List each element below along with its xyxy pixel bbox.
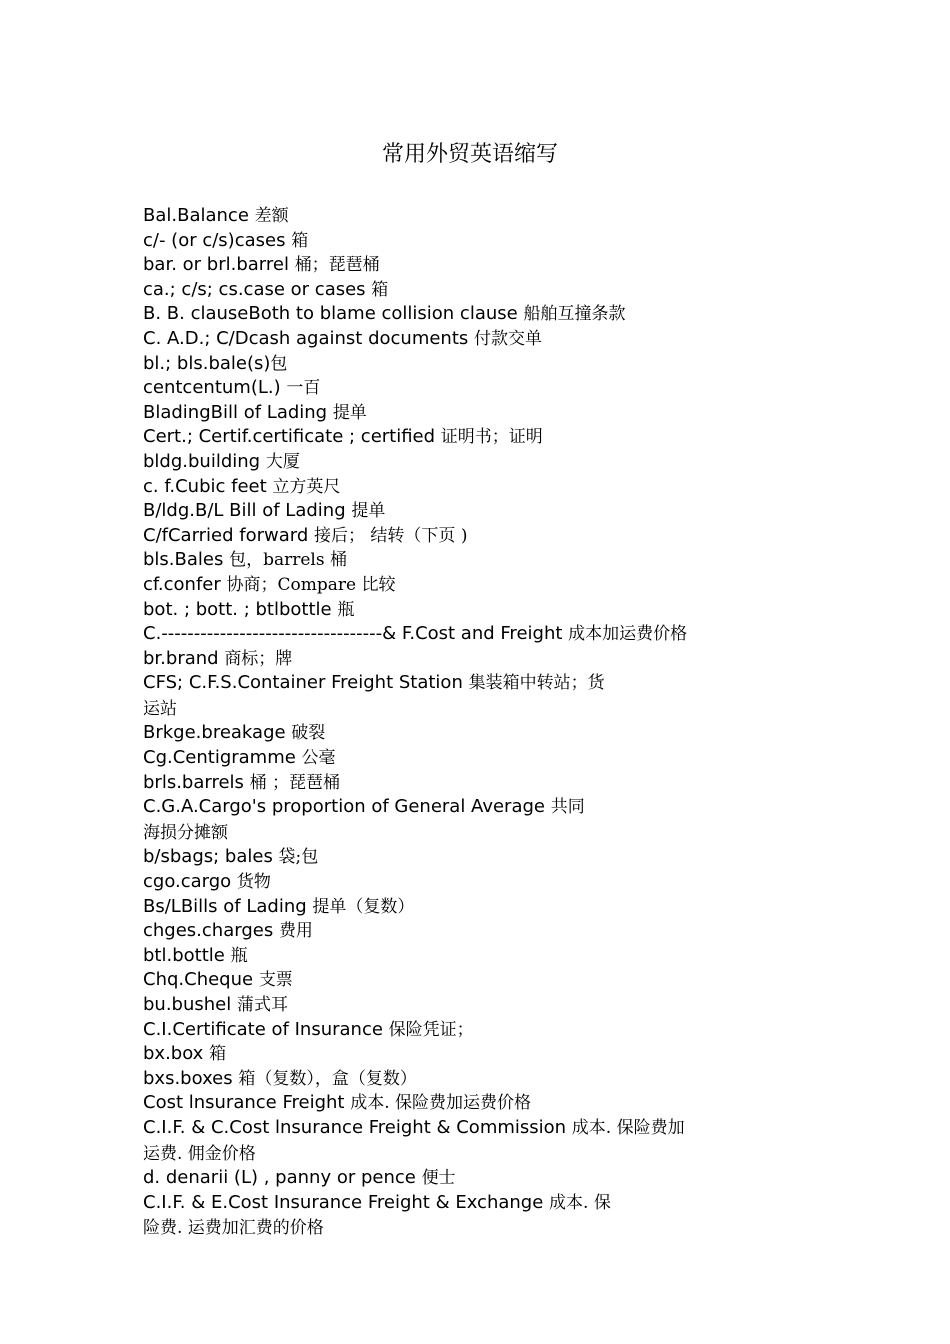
abbreviation-translation: 商标；牌 — [224, 648, 293, 669]
abbreviation-term: bxs.boxes — [143, 1067, 239, 1089]
list-item — [143, 376, 763, 401]
abbreviation-translation: 箱 — [209, 1044, 227, 1065]
abbreviation-list — [143, 204, 763, 1241]
abbreviation-translation: 货物 — [236, 872, 271, 893]
abbreviation-translation: 袋;包 — [278, 847, 319, 868]
list-item — [143, 845, 763, 870]
abbreviation-translation: 桶 ；琵琶桶 — [249, 772, 341, 793]
list-item — [143, 524, 763, 549]
abbreviation-term: chges.charges — [143, 920, 279, 942]
abbreviation-term: C/fCarried forward — [143, 524, 315, 546]
abbreviation-term: b/sbags; bales — [143, 846, 279, 868]
abbreviation-term: C.I.Certificate of Insurance — [143, 1018, 389, 1040]
abbreviation-term: Bal.Balance — [143, 205, 255, 226]
abbreviation-term: Chq.Cheque — [143, 969, 259, 991]
list-item — [143, 499, 763, 524]
abbreviation-term: C.G.A.Cargo's proportion of General Average — [143, 796, 551, 818]
abbreviation-translation: 箱 — [371, 279, 389, 300]
abbreviation-translation: 成本. 保 — [549, 1192, 611, 1213]
translation-continuation: 运站 — [143, 698, 177, 719]
list-item — [143, 450, 763, 475]
abbreviation-term: c. f.Cubic feet — [143, 475, 273, 497]
translation-continuation: 运费. 佣金价格 — [143, 1143, 256, 1164]
abbreviation-term: brls.barrels — [143, 771, 250, 793]
abbreviation-term: Bs/LBills of Lading — [143, 895, 313, 917]
list-item — [143, 352, 763, 377]
abbreviation-term: bls.Bales — [143, 549, 230, 571]
list-item — [143, 327, 763, 352]
list-item — [143, 548, 763, 573]
list-item — [143, 1042, 763, 1067]
abbreviation-term: Cert.; Certif.certificate ; certified — [143, 426, 441, 448]
abbreviation-translation: 协商；Compare 比较 — [226, 574, 396, 595]
page-title: 常用外贸英语缩写 — [381, 142, 558, 167]
list-item — [143, 401, 763, 426]
abbreviation-translation: 瓶 — [337, 599, 355, 620]
abbreviation-term: Cost lnsurance Freight — [143, 1092, 351, 1114]
abbreviation-translation: 费用 — [278, 921, 313, 942]
abbreviation-translation: 支票 — [258, 970, 293, 991]
abbreviation-translation: 便士 — [421, 1168, 456, 1189]
abbreviation-translation: 瓶 — [230, 945, 248, 966]
abbreviation-term: btl.bottle — [143, 944, 231, 966]
list-item — [143, 1018, 763, 1043]
abbreviation-translation: 蒲式耳 — [236, 995, 288, 1015]
abbreviation-translation: 立方英尺 — [272, 476, 341, 497]
abbreviation-term: cgo.cargo — [143, 871, 237, 893]
abbreviation-translation: 包，barrels 桶 — [229, 550, 347, 571]
abbreviation-term: Cg.Centigramme — [143, 747, 302, 769]
list-item — [143, 204, 763, 229]
list-item — [143, 944, 763, 969]
abbreviation-term: C. A.D.; C/Dcash against documents — [143, 327, 474, 349]
abbreviation-translation: 成本. 保险费加 — [571, 1117, 685, 1138]
list-item — [143, 253, 763, 278]
abbreviation-translation: 差额 — [254, 206, 289, 226]
list-item — [143, 671, 763, 696]
abbreviation-term: B/ldg.B/L Bill of Lading — [143, 500, 352, 522]
abbreviation-translation: 桶；琵琶桶 — [294, 255, 380, 276]
abbreviation-translation: 提单（复数） — [312, 896, 415, 917]
abbreviation-term: BladingBill of Lading — [143, 401, 333, 423]
list-item — [143, 895, 763, 920]
list-item — [143, 229, 763, 254]
abbreviation-translation: 破裂 — [291, 723, 326, 744]
abbreviation-translation: 包 — [270, 353, 288, 374]
translation-continuation: 险费. 运费加汇费的价格 — [143, 1218, 324, 1239]
list-item — [143, 1116, 763, 1141]
list-item — [143, 573, 763, 598]
list-item — [143, 1191, 763, 1216]
abbreviation-translation: 提单 — [351, 501, 386, 522]
list-item — [143, 1166, 763, 1191]
abbreviation-term: bar. or brl.barrel — [143, 254, 295, 276]
abbreviation-translation: 证明书；证明 — [440, 427, 543, 448]
list-item — [143, 647, 763, 672]
abbreviation-translation: 提单 — [332, 402, 367, 423]
abbreviation-translation: 付款交单 — [474, 328, 542, 349]
abbreviation-term: C.I.F. & C.Cost lnsurance Freight & Commission — [143, 1116, 572, 1138]
abbreviation-term: Brkge.breakage — [143, 722, 292, 744]
abbreviation-term: c/- (or c/s)cases — [143, 229, 292, 251]
abbreviation-translation: 船舶互撞条款 — [523, 304, 626, 325]
list-item — [143, 425, 763, 450]
list-item — [143, 771, 763, 796]
list-item — [143, 1067, 763, 1092]
abbreviation-term: bx.box — [143, 1043, 210, 1065]
abbreviation-term: centcentum(L.) — [143, 377, 287, 399]
list-item — [143, 1091, 763, 1116]
list-item — [143, 968, 763, 993]
list-item — [143, 475, 763, 500]
abbreviation-translation: 成本. 保险费加运费价格 — [350, 1093, 532, 1114]
list-item — [143, 795, 763, 820]
abbreviation-translation: 集装箱中转站；货 — [468, 673, 605, 694]
abbreviation-term: CFS; C.F.S.Container Freight Station — [143, 672, 469, 694]
abbreviation-term: bl.; bls.bale(s) — [143, 352, 271, 374]
abbreviation-translation: 接后； 结转（下页 ) — [314, 525, 468, 546]
abbreviation-translation: 成本加运费价格 — [568, 624, 688, 645]
list-item — [143, 746, 763, 771]
abbreviation-term: bot. ; bott. ; btlbottle — [143, 598, 338, 620]
abbreviation-term: cf.confer — [143, 573, 227, 595]
abbreviation-term: B. B. clauseBoth to blame collision clause — [143, 303, 524, 325]
list-item — [143, 278, 763, 303]
abbreviation-term: d. denarii (L) , panny or pence — [143, 1167, 422, 1189]
list-item — [143, 993, 763, 1018]
abbreviation-translation: 箱 — [291, 230, 309, 251]
translation-continuation: 海损分摊额 — [143, 822, 228, 843]
abbreviation-translation: 保险凭证； — [388, 1019, 474, 1040]
list-item — [143, 721, 763, 746]
abbreviation-term: C.----------------------------------& F.Cost and Freight — [143, 623, 569, 645]
abbreviation-translation: 共同 — [550, 797, 585, 818]
list-item — [143, 622, 763, 647]
abbreviation-term: bldg.building — [143, 450, 266, 472]
abbreviation-translation: 箱（复数），盒（复数） — [238, 1068, 417, 1089]
list-item — [143, 870, 763, 895]
abbreviation-translation: 一百 — [286, 378, 321, 399]
abbreviation-term: C.I.F. & E.Cost Insurance Freight & Exchange — [143, 1191, 550, 1213]
list-item — [143, 598, 763, 623]
list-item — [143, 919, 763, 944]
abbreviation-term: br.brand — [143, 647, 225, 669]
abbreviation-term: bu.bushel — [143, 994, 237, 1015]
abbreviation-term: ca.; c/s; cs.case or cases — [143, 278, 372, 300]
abbreviation-translation: 公毫 — [301, 748, 336, 769]
list-item — [143, 302, 763, 327]
abbreviation-translation: 大厦 — [265, 451, 300, 472]
